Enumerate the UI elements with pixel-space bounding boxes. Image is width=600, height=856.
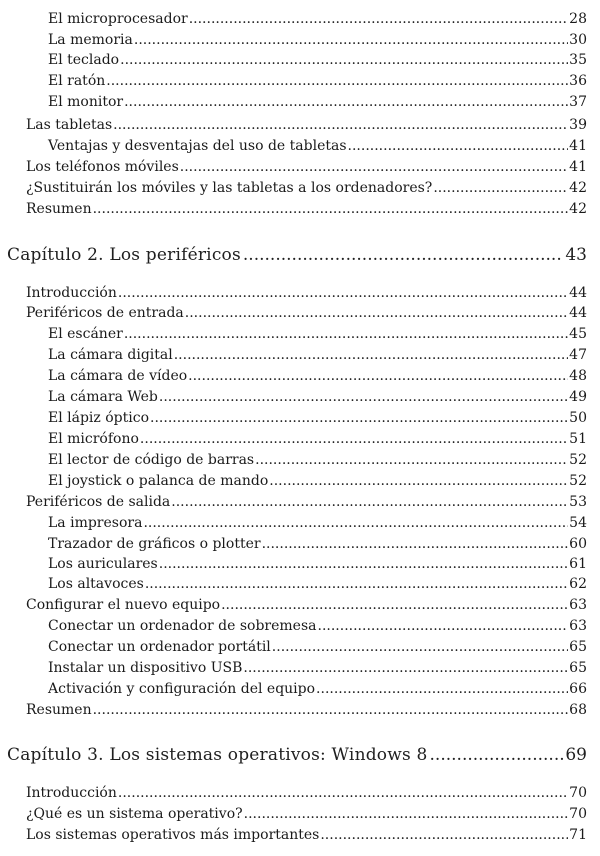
leader-dots <box>262 535 569 553</box>
toc-entry-title: La cámara de vídeo <box>48 368 188 384</box>
toc-entry-title: La impresora <box>48 515 143 531</box>
chapter-heading <box>7 744 587 766</box>
leader-dots <box>120 51 568 69</box>
toc-entry-page: 35 <box>569 52 587 68</box>
toc-entry <box>26 805 587 823</box>
toc-entry-page: 48 <box>569 368 587 384</box>
toc-entry <box>48 137 587 155</box>
toc-entry-title: Ventajas y desventajas del uso de tabletas <box>48 138 347 154</box>
toc-entry <box>48 93 587 111</box>
leader-dots <box>134 31 568 49</box>
toc-entry <box>26 179 587 197</box>
toc-entry-title: Activación y configuración del equipo <box>48 681 316 697</box>
leader-dots <box>348 137 569 155</box>
toc-entry <box>48 409 587 427</box>
toc-entry-page: 60 <box>569 536 587 552</box>
toc-entry-page: 36 <box>569 73 587 89</box>
toc-entry-page: 39 <box>569 117 587 133</box>
leader-dots <box>316 680 568 698</box>
toc-entry <box>48 51 587 69</box>
toc-entry <box>48 514 587 532</box>
toc-entry <box>48 31 587 49</box>
toc-entry-title: ¿Qué es un sistema operativo? <box>26 806 243 822</box>
leader-dots <box>433 179 568 197</box>
leader-dots <box>93 701 569 719</box>
leader-dots <box>159 555 568 573</box>
leader-dots <box>180 158 568 176</box>
toc-entry-page: 65 <box>569 639 587 655</box>
toc-entry-page: 62 <box>569 576 587 592</box>
toc-entry-page: 63 <box>569 597 587 613</box>
leader-dots <box>269 472 568 490</box>
toc-entry-title: La cámara Web <box>48 389 158 405</box>
toc-entry-page: 30 <box>569 32 587 48</box>
toc-entry-title: El ratón <box>48 73 106 89</box>
toc-entry-title: El lector de código de barras <box>48 452 255 468</box>
leader-dots <box>171 493 568 511</box>
toc-entry-title: El teclado <box>48 52 120 68</box>
toc-entry <box>48 680 587 698</box>
toc-entry-page: 52 <box>569 473 587 489</box>
toc-entry <box>26 701 587 719</box>
toc-entry <box>48 659 587 677</box>
toc-entry-title: Introducción <box>26 285 117 301</box>
toc-entry-title: La cámara digital <box>48 347 173 363</box>
leader-dots <box>255 451 568 469</box>
toc-entry-title: Conectar un ordenador portátil <box>48 639 271 655</box>
toc-entry-page: 47 <box>569 347 587 363</box>
toc-entry-page: 63 <box>569 618 587 634</box>
toc-entry-title: La memoria <box>48 32 133 48</box>
leader-dots <box>243 659 568 677</box>
toc-entry-title: El joystick o palanca de mando <box>48 473 269 489</box>
toc-entry-page: 70 <box>569 785 587 801</box>
toc-entry-title: Los altavoces <box>48 576 144 592</box>
toc-entry-title: Los auriculares <box>48 556 158 572</box>
toc-entry-page: 41 <box>569 138 587 154</box>
chapter-heading <box>7 244 587 266</box>
leader-dots <box>124 93 568 111</box>
leader-dots <box>140 430 568 448</box>
leader-dots <box>320 826 568 844</box>
toc-entry <box>26 200 587 218</box>
toc-entry-page: 68 <box>569 702 587 718</box>
toc-entry-title: Configurar el nuevo equipo <box>26 597 221 613</box>
leader-dots <box>145 575 568 593</box>
toc-entry-page: 52 <box>569 452 587 468</box>
toc-entry-title: Las tabletas <box>26 117 113 133</box>
toc-entry-page: 50 <box>569 410 587 426</box>
toc-entry <box>48 10 587 28</box>
toc-entry <box>48 388 587 406</box>
toc-entry <box>48 472 587 490</box>
toc-entry-title: Los sistemas operativos más importantes <box>26 827 320 843</box>
toc-entry <box>48 72 587 90</box>
toc-entry-page: 54 <box>569 515 587 531</box>
toc-entry-page: 51 <box>569 431 587 447</box>
leader-dots <box>106 72 568 90</box>
toc-entry <box>26 493 587 511</box>
toc-entry <box>48 430 587 448</box>
toc-entry-title: El monitor <box>48 94 124 110</box>
toc-entry <box>48 451 587 469</box>
toc-entry-title: Trazador de gráficos o plotter <box>48 536 261 552</box>
toc-entry-page: 42 <box>569 201 587 217</box>
toc-entry <box>48 325 587 343</box>
leader-dots <box>189 10 568 28</box>
toc-entry-page: 28 <box>569 11 587 27</box>
toc-entry-title: Los teléfonos móviles <box>26 159 179 175</box>
leader-dots <box>318 617 569 635</box>
toc-entry-page: 37 <box>569 94 587 110</box>
toc-entry-title: El escáner <box>48 326 123 342</box>
leader-dots <box>150 409 568 427</box>
leader-dots <box>93 200 569 218</box>
leader-dots <box>118 284 568 302</box>
leader-dots <box>221 596 568 614</box>
toc-entry-title: Periféricos de entrada <box>26 305 184 321</box>
toc-entry <box>26 284 587 302</box>
toc-entry <box>26 304 587 322</box>
toc-entry-page: 61 <box>569 556 587 572</box>
toc-entry <box>26 784 587 802</box>
toc-entry-title: Introducción <box>26 785 117 801</box>
leader-dots <box>243 244 563 266</box>
chapter-page: 69 <box>565 745 587 765</box>
leader-dots <box>174 346 568 364</box>
toc-entry <box>48 555 587 573</box>
toc-entry-title: ¿Sustituirán los móviles y las tabletas a los ordenadores? <box>26 180 433 196</box>
toc-entry <box>48 535 587 553</box>
leader-dots <box>118 784 568 802</box>
toc-entry-page: 44 <box>569 305 587 321</box>
toc-entry <box>48 367 587 385</box>
toc-entry-page: 49 <box>569 389 587 405</box>
toc-entry-title: El micrófono <box>48 431 139 447</box>
toc-entry-page: 71 <box>569 827 587 843</box>
leader-dots <box>143 514 568 532</box>
toc-entry-page: 70 <box>569 806 587 822</box>
toc-entry-page: 66 <box>569 681 587 697</box>
toc-entry-page: 44 <box>569 285 587 301</box>
toc-entry <box>26 116 587 134</box>
toc-entry-title: Resumen <box>26 201 92 217</box>
toc-entry <box>26 826 587 844</box>
leader-dots <box>188 367 568 385</box>
toc-entry-page: 53 <box>569 494 587 510</box>
toc-entry-title: El microprocesador <box>48 11 188 27</box>
toc-entry-page: 41 <box>569 159 587 175</box>
chapter-title: Capítulo 2. Los periféricos <box>7 245 241 265</box>
chapter-title: Capítulo 3. Los sistemas operativos: Windows 8 <box>7 745 428 765</box>
leader-dots <box>159 388 568 406</box>
toc-entry-page: 45 <box>569 326 587 342</box>
toc-entry <box>48 575 587 593</box>
leader-dots <box>185 304 568 322</box>
leader-dots <box>124 325 568 343</box>
toc-entry <box>48 617 587 635</box>
toc-entry-title: Resumen <box>26 702 92 718</box>
toc-entry <box>48 638 587 656</box>
toc-entry-title: Conectar un ordenador de sobremesa <box>48 618 317 634</box>
toc-entry-title: Periféricos de salida <box>26 494 171 510</box>
toc-entry-page: 65 <box>569 660 587 676</box>
toc-entry <box>26 158 587 176</box>
toc-entry-page: 42 <box>569 180 587 196</box>
toc-entry-title: Instalar un dispositivo USB <box>48 660 243 676</box>
chapter-page: 43 <box>565 245 587 265</box>
leader-dots <box>113 116 568 134</box>
toc-entry-title: El lápiz óptico <box>48 410 150 426</box>
leader-dots <box>244 805 569 823</box>
toc-entry <box>48 346 587 364</box>
leader-dots <box>272 638 568 656</box>
toc-entry <box>26 596 587 614</box>
leader-dots <box>430 744 564 766</box>
